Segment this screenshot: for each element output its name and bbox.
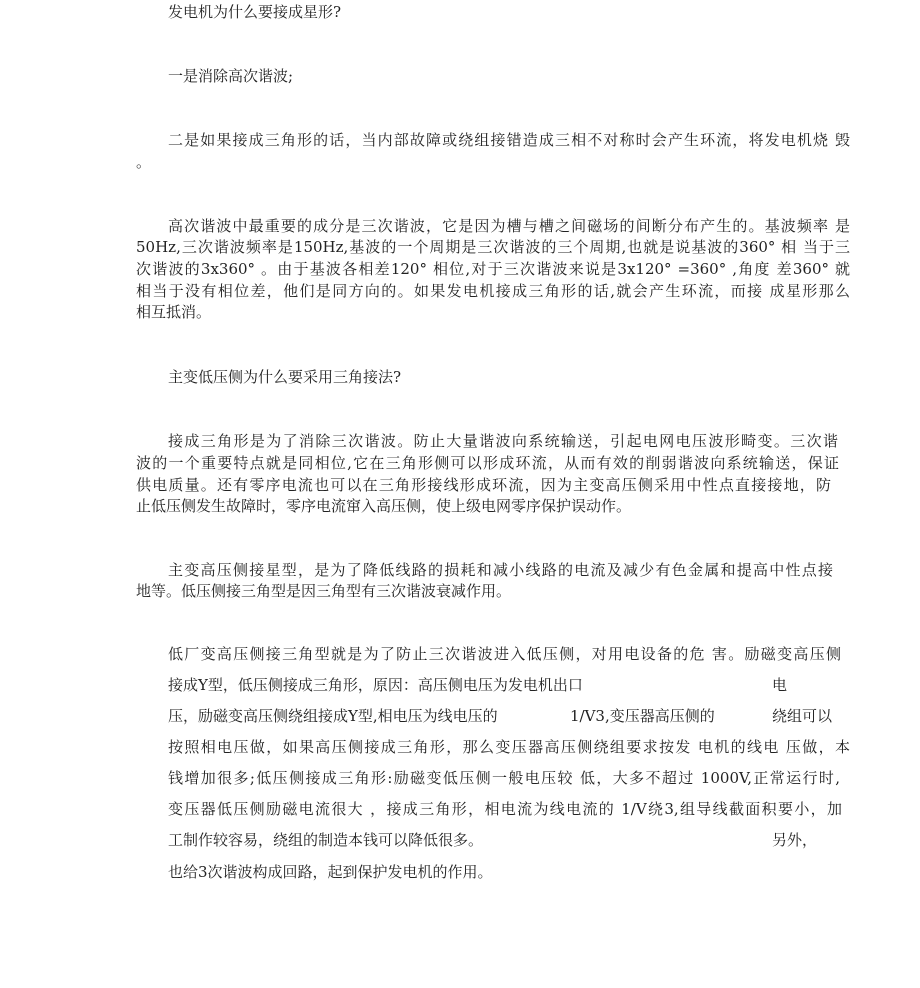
paragraph-4-line-1: 接成三角形是为了消除三次谐波。防止大量谐波向系统输送，引起电网电压波形畸变。三次谐 [168,432,838,450]
paragraph-6-line-2b: 电 [772,676,788,694]
paragraph-4-line-4: 止低压侧发生故障时，零序电流窜入高压侧，使上级电网零序保护误动作。 [136,497,632,515]
paragraph-6-line-2a: 接成Y型，低压侧接成三角形，原因：高压侧电压为发电机出口 [168,676,583,694]
paragraph-1: 一是消除高次谐波; [168,67,294,85]
paragraph-3-line-3: 次谐波的3x360° 。由于基波各相差120° 相位,对于三次谐波来说是3x120° =360° ,角度 差360° 就 [136,260,850,278]
paragraph-6-line-6: 变压器低压侧励磁电流很大 ，接成三角形，相电流为线电流的 1/V绕3,组导线截面积要小，加 [168,800,842,818]
paragraph-6-line-7b: 另外， [772,831,818,849]
paragraph-6-line-3c: 绕组可以 [772,707,833,725]
paragraph-2-line-1: 二是如果接成三角形的话，当内部故障或绕组接错造成三相不对称时会产生环流，将发电机烧 毁 [168,131,850,149]
question-heading-1: 发电机为什么要接成星形? [168,3,342,21]
paragraph-3-line-4: 相当于没有相位差，他们是同方向的。如果发电机接成三角形的话,就会产生环流，而接 成星形那么 [136,282,850,300]
paragraph-6-line-4: 按照相电压做，如果高压侧接成三角形，那么变压器高压侧绕组要求按发 电机的线电 压做，本 [168,738,850,756]
paragraph-6-line-5: 钱增加很多;低压侧接成三角形:励磁变低压侧一般电压较 低，大多不超过 1000V,正常运行时, [168,769,840,787]
paragraph-4-line-3: 供电质量。还有零序电流也可以在三角形接线形成环流，因为主变高压侧采用中性点直接接地，防 [136,476,831,494]
paragraph-6-line-3a: 压，励磁变高压侧绕组接成Y型,相电压为线电压的 [168,707,498,725]
paragraph-6-line-3b: 1/V3,变压器高压侧的 [570,707,715,725]
paragraph-3-line-2: 50Hz,三次谐波频率是150Hz,基波的一个周期是三次谐波的三个周期,也就是说基波的360° 相 当于三 [136,238,850,256]
paragraph-6-line-7a: 工制作较容易，绕组的制造本钱可以降低很多。 [168,831,484,849]
paragraph-5-line-1: 主变高压侧接星型，是为了降低线路的损耗和减小线路的电流及减少有色金属和提高中性点接 [168,561,833,579]
paragraph-2-line-2: 。 [136,153,152,171]
paragraph-5-line-2: 地等。低压侧接三角型是因三角型有三次谐波衰减作用。 [136,582,512,600]
paragraph-3-line-1: 高次谐波中最重要的成分是三次谐波，它是因为槽与槽之间磁场的间断分布产生的。基波频率 是 [168,217,850,235]
paragraph-3-line-5: 相互抵消。 [136,303,212,321]
paragraph-4-line-2: 波的一个重要特点就是同相位,它在三角形侧可以形成环流，从而有效的削弱谐波向系统输送，保证 [136,454,839,472]
question-heading-2: 主变低压侧为什么要采用三角接法? [168,368,402,386]
paragraph-6-line-8: 也给3次谐波构成回路，起到保护发电机的作用。 [168,863,493,881]
paragraph-6-line-1: 低厂变高压侧接三角型就是为了防止三次谐波进入低压侧，对用电设备的危 害。励磁变高压侧 [168,645,841,663]
